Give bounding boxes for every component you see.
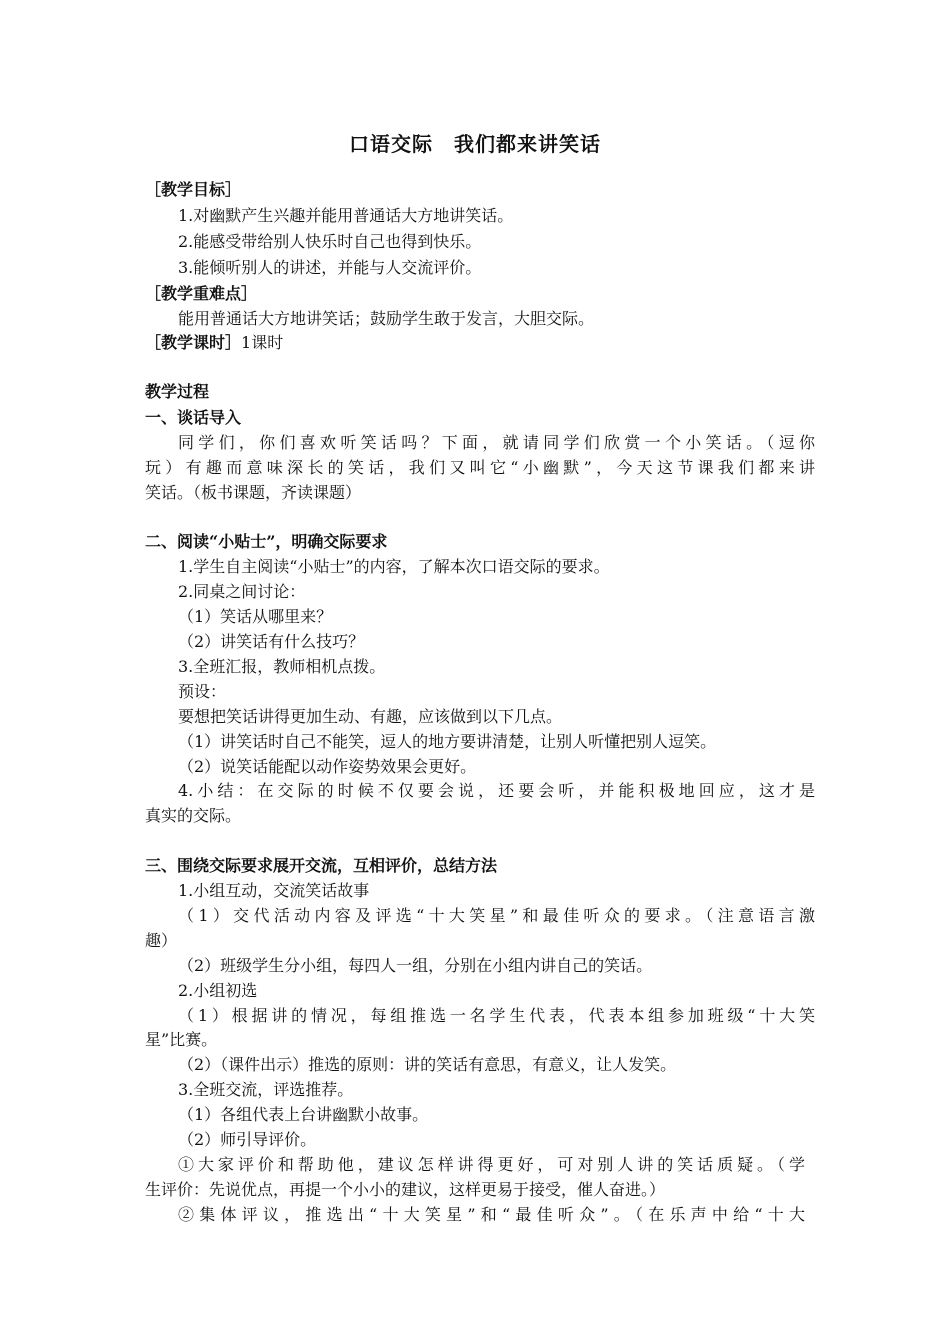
hours-line xyxy=(145,331,815,355)
section3-line: 生评价：先说优点，再提一个小小的建议，这样更易于接受，催人奋进。） xyxy=(145,1180,666,1199)
key-points-text: 能用普通话大方地讲笑话；鼓励学生敢于发言，大胆交际。 xyxy=(178,309,595,328)
section2-line: 要想把笑话讲得更加生动、有趣，应该做到以下几点。 xyxy=(178,707,563,726)
section3-line: 2.小组初选 xyxy=(178,981,258,1000)
section3-line: （1）根据讲的情况，每组推选一名学生代表，代表本组参加班级“十大笑 xyxy=(178,1006,815,1025)
section3-line: ②集体评议，推选出“十大笑星”和“最佳听众”。（在乐声中给“十大 xyxy=(178,1205,805,1224)
section2-line: 3.全班汇报，教师相机点拨。 xyxy=(178,657,386,676)
section2-line: 预设： xyxy=(178,682,227,701)
objective-item: 2.能感受带给别人快乐时自己也得到快乐。 xyxy=(178,232,482,251)
section2-line: 2.同桌之间讨论： xyxy=(178,582,306,601)
section3-line: （2）班级学生分小组，每四人一组，分别在小组内讲自己的笑话。 xyxy=(178,956,653,975)
section3-line: ①大家评价和帮助他，建议怎样讲得更好，可对别人讲的笑话质疑。（学 xyxy=(178,1155,805,1174)
objectives-heading: ［教学目标］ xyxy=(145,180,242,199)
section2-line: 1.学生自主阅读“小贴士”的内容，了解本次口语交际的要求。 xyxy=(178,557,610,576)
process-heading: 教学过程 xyxy=(145,382,210,401)
section3-line: 星”比赛。 xyxy=(145,1030,218,1049)
section2-line: （1）讲笑话时自己不能笑，逗人的地方要讲清楚，让别人听懂把别人逗笑。 xyxy=(178,732,717,751)
page-title: 口语交际 我们都来讲笑话 xyxy=(349,132,601,156)
objective-item: 1.对幽默产生兴趣并能用普通话大方地讲笑话。 xyxy=(178,206,514,225)
section2-line: （1）笑话从哪里来？ xyxy=(178,607,333,626)
section2-line: 4.小结：在交际的时候不仅要会说，还要会听，并能积极地回应，这才是 xyxy=(178,781,815,800)
section3-line: 趣） xyxy=(145,931,178,950)
section1-heading: 一、谈话导入 xyxy=(145,408,242,427)
section1-line: 玩）有趣而意味深长的笑话，我们又叫它“小幽默”，今天这节课我们都来讲 xyxy=(145,458,815,477)
section1-line: 笑话。（板书课题，齐读课题） xyxy=(145,483,362,502)
objective-item: 3.能倾听别人的讲述，并能与人交流评价。 xyxy=(178,258,482,277)
hours-value: 1课时 xyxy=(241,333,284,352)
section2-line: 真实的交际。 xyxy=(145,806,242,825)
section3-line: 3.全班交流，评选推荐。 xyxy=(178,1080,354,1099)
section3-line: 1.小组互动，交流笑话故事 xyxy=(178,881,370,900)
section2-heading: 二、阅读“小贴士”，明确交际要求 xyxy=(145,532,388,551)
section3-line: （1）各组代表上台讲幽默小故事。 xyxy=(178,1105,429,1124)
key-points-heading: ［教学重难点］ xyxy=(145,284,258,303)
section1-line: 同学们，你们喜欢听笑话吗？下面，就请同学们欣赏一个小笑话。（逗你 xyxy=(178,433,815,452)
section3-line: （1）交代活动内容及评选“十大笑星”和最佳听众的要求。（注意语言激 xyxy=(178,906,815,925)
section3-line: （2）（课件出示）推选的原则：讲的笑话有意思，有意义，让人发笑。 xyxy=(178,1055,677,1074)
section2-line: （2）讲笑话有什么技巧？ xyxy=(178,632,365,651)
section3-heading: 三、围绕交际要求展开交流，互相评价，总结方法 xyxy=(145,856,498,875)
hours-heading: ［教学课时］ xyxy=(145,333,242,352)
section3-line: （2）师引导评价。 xyxy=(178,1130,317,1149)
section2-line: （2）说笑话能配以动作姿势效果会更好。 xyxy=(178,757,477,776)
